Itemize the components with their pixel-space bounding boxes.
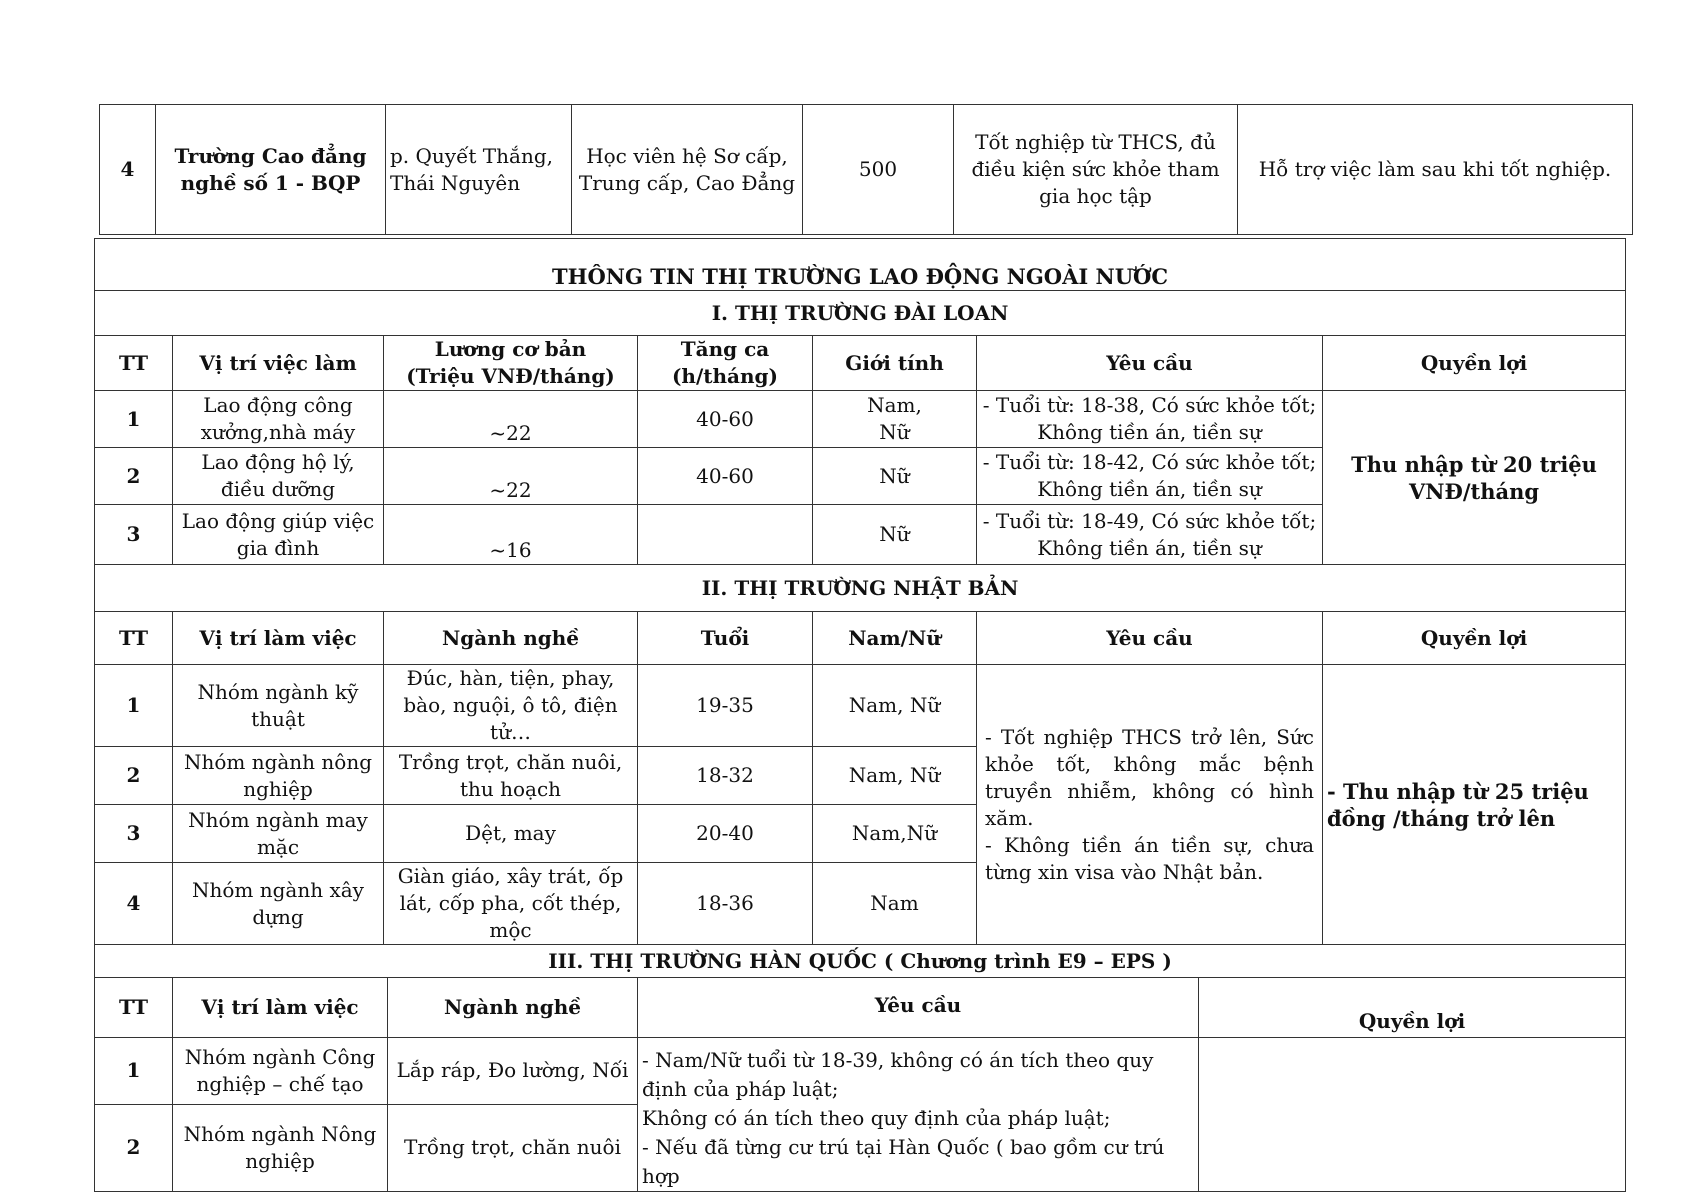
job-position: Lao động công xưởng,nhà máy <box>173 391 384 448</box>
job-field: Giàn giáo, xây trát, ốp lát, cốp pha, cốt thép, mộc <box>384 863 638 945</box>
school-name: Trường Cao đẳng nghề số 1 - BQP <box>156 105 386 235</box>
column-header: Yêu cầu <box>977 612 1323 665</box>
column-header: Tuổi <box>638 612 813 665</box>
job-position: Nhóm ngành xây dựng <box>173 863 384 945</box>
column-header: Quyền lợi <box>1323 612 1626 665</box>
table-row <box>95 612 1626 665</box>
requirement-text: - Tuổi từ: 18-38, Có sức khỏe tốt; Không tiền án, tiền sự <box>977 391 1323 448</box>
column-header: Lương cơ bản (Triệu VNĐ/tháng) <box>384 336 638 391</box>
table-row <box>95 1038 1626 1105</box>
row-tt: 1 <box>95 1038 173 1105</box>
job-field: Trồng trọt, chăn nuôi, thu hoạch <box>384 747 638 805</box>
row-tt: 3 <box>95 805 173 863</box>
overtime-value: 40-60 <box>638 391 813 448</box>
column-header: Vị trí làm việc <box>173 612 384 665</box>
age-value: 20-40 <box>638 805 813 863</box>
market-table <box>94 238 1626 1192</box>
column-header: TT <box>95 978 173 1038</box>
table-row <box>95 978 1626 1038</box>
table-row <box>95 291 1626 336</box>
overtime-value <box>638 505 813 565</box>
gender-value: Nam,Nữ <box>813 805 977 863</box>
japan-requirement: - Tốt nghiệp THCS trở lên, Sức khỏe tốt, không mắc bệnh truyền nhiễm, không có hình xăm. - Không tiền án tiền sự, chưa từng xin visa vào Nhật bản. <box>977 665 1323 945</box>
job-position: Nhóm ngành Công nghiệp – chế tạo <box>173 1038 388 1105</box>
job-position: Lao động giúp việc gia đình <box>173 505 384 565</box>
column-header: Tăng ca (h/tháng) <box>638 336 813 391</box>
job-field: Dệt, may <box>384 805 638 863</box>
age-value: 19-35 <box>638 665 813 747</box>
column-header: Nam/Nữ <box>813 612 977 665</box>
column-header: TT <box>95 336 173 391</box>
taiwan-section-title: I. THỊ TRƯỜNG ĐÀI LOAN <box>95 291 1626 336</box>
table-row <box>95 391 1626 448</box>
school-quota: 500 <box>803 105 954 235</box>
age-value: 18-32 <box>638 747 813 805</box>
overtime-value: 40-60 <box>638 448 813 505</box>
job-position: Lao động hộ lý, điều dưỡng <box>173 448 384 505</box>
job-position: Nhóm ngành nông nghiệp <box>173 747 384 805</box>
salary-value: ~22 <box>384 448 638 505</box>
column-header: Quyền lợi <box>1199 978 1626 1038</box>
job-field: Lắp ráp, Đo lường, Nối <box>388 1038 638 1105</box>
row-tt: 1 <box>95 665 173 747</box>
column-header: Yêu cầu <box>977 336 1323 391</box>
column-header: Giới tính <box>813 336 977 391</box>
column-header: Vị trí việc làm <box>173 336 384 391</box>
table-row <box>100 105 1633 235</box>
row-tt: 2 <box>95 1104 173 1191</box>
gender-value: Nam, Nữ <box>813 747 977 805</box>
job-position: Nhóm ngành kỹ thuật <box>173 665 384 747</box>
school-training: Học viên hệ Sơ cấp, Trung cấp, Cao Đẳng <box>572 105 803 235</box>
page-title: THÔNG TIN THỊ TRƯỜNG LAO ĐỘNG NGOÀI NƯỚC <box>95 239 1626 291</box>
requirement-text: - Tuổi từ: 18-49, Có sức khỏe tốt; Không tiền án, tiền sự <box>977 505 1323 565</box>
job-position: Nhóm ngành may mặc <box>173 805 384 863</box>
job-position: Nhóm ngành Nông nghiệp <box>173 1104 388 1191</box>
table-row <box>95 945 1626 978</box>
school-benefit: Hỗ trợ việc làm sau khi tốt nghiệp. <box>1238 105 1633 235</box>
job-field: Trồng trọt, chăn nuôi <box>388 1104 638 1191</box>
school-table <box>99 104 1633 235</box>
table-row <box>95 565 1626 612</box>
row-tt: 2 <box>95 747 173 805</box>
gender-value: Nam <box>813 863 977 945</box>
salary-value: ~22 <box>384 391 638 448</box>
school-requirement: Tốt nghiệp từ THCS, đủ điều kiện sức khỏe tham gia học tập <box>954 105 1238 235</box>
table-row <box>95 665 1626 747</box>
column-header: TT <box>95 612 173 665</box>
gender-value: Nữ <box>813 505 977 565</box>
table-row <box>95 239 1626 291</box>
taiwan-benefit: Thu nhập từ 20 triệu VNĐ/tháng <box>1323 391 1626 565</box>
school-address: p. Quyết Thắng, Thái Nguyên <box>386 105 572 235</box>
column-header: Quyền lợi <box>1323 336 1626 391</box>
gender-value: Nam, Nữ <box>813 391 977 448</box>
japan-section-title: II. THỊ TRƯỜNG NHẬT BẢN <box>95 565 1626 612</box>
korea-benefit <box>1199 1038 1626 1192</box>
column-header: Vị trí làm việc <box>173 978 388 1038</box>
requirement-text: - Tuổi từ: 18-42, Có sức khỏe tốt; Không tiền án, tiền sự <box>977 448 1323 505</box>
korea-requirement: - Nam/Nữ tuổi từ 18-39, không có án tích theo quy định của pháp luật; Không có án tích theo quy định của pháp luật; - Nếu đã từng cư trú tại Hàn Quốc ( bao gồm cư trú hợp <box>638 1038 1199 1192</box>
row-tt: 4 <box>95 863 173 945</box>
school-tt: 4 <box>100 105 156 235</box>
table-row <box>95 336 1626 391</box>
column-header: Yêu cầu <box>638 978 1199 1038</box>
age-value: 18-36 <box>638 863 813 945</box>
salary-value: ~16 <box>384 505 638 565</box>
gender-value: Nam, Nữ <box>813 665 977 747</box>
job-field: Đúc, hàn, tiện, phay, bào, nguội, ô tô, điện tử… <box>384 665 638 747</box>
japan-benefit: - Thu nhập từ 25 triệu đồng /tháng trở lên <box>1323 665 1626 945</box>
korea-section-title: III. THỊ TRƯỜNG HÀN QUỐC ( Chương trình E9 – EPS ) <box>95 945 1626 978</box>
column-header: Ngành nghề <box>384 612 638 665</box>
row-tt: 1 <box>95 391 173 448</box>
gender-value: Nữ <box>813 448 977 505</box>
row-tt: 3 <box>95 505 173 565</box>
column-header: Ngành nghề <box>388 978 638 1038</box>
row-tt: 2 <box>95 448 173 505</box>
